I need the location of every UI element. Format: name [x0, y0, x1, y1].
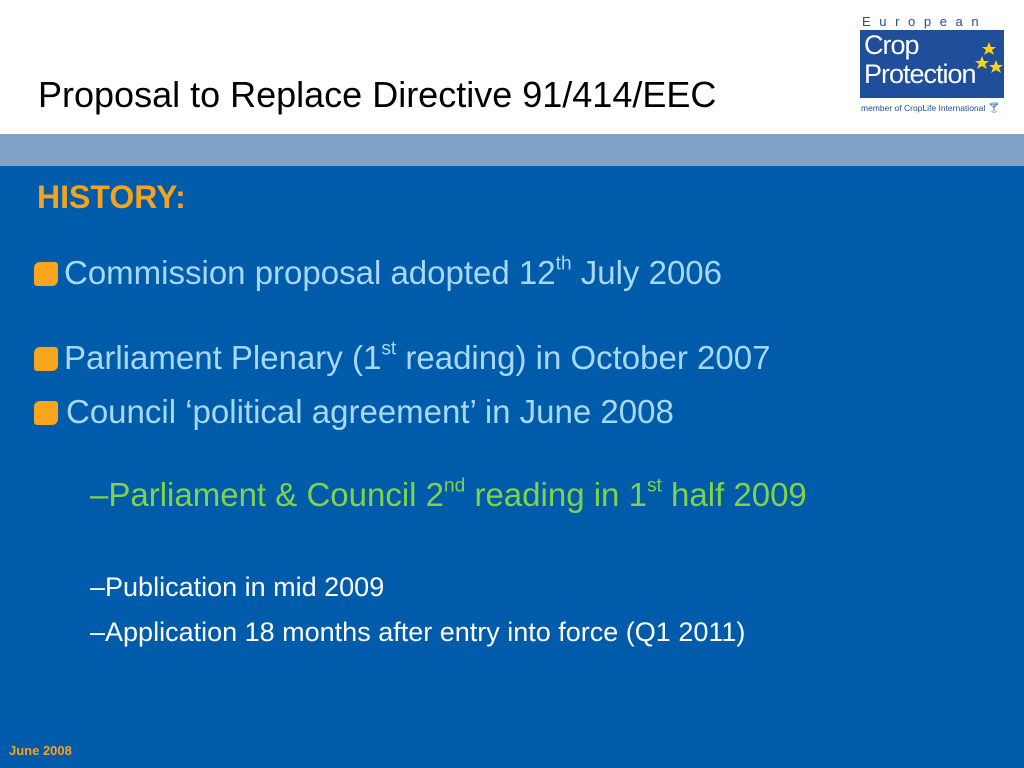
bullet-square-icon — [34, 262, 58, 286]
bullet-text-main: Commission proposal adopted 12 — [64, 254, 556, 291]
bullet-text: Council ‘political agreement’ in June 2008 — [66, 393, 674, 430]
header-band — [0, 134, 1024, 166]
sub-item-superscript: st — [646, 475, 662, 497]
sub-item — [90, 617, 745, 648]
sub-item-highlight — [90, 476, 807, 514]
dash-marker: – — [90, 617, 106, 647]
logo-member-text: member of CropLife International — [861, 103, 986, 113]
logo-european-text: European — [862, 14, 988, 29]
bullet-text-tail: July 2006 — [571, 254, 723, 291]
dash-marker: – — [90, 572, 106, 602]
bullet-text — [64, 339, 770, 377]
logo-crop-text: Crop — [864, 30, 919, 60]
eu-stars-icon — [974, 42, 1004, 76]
logo-association-text: Association — [862, 86, 993, 100]
sub-item-text: Publication in mid 2009 — [105, 572, 385, 602]
bullet-square-icon — [34, 401, 58, 425]
slide-title: Proposal to Replace Directive 91/414/EEC — [38, 74, 717, 115]
sub-item-text: Parliament & Council 2 — [108, 476, 445, 513]
sub-item-text: Application 18 months after entry into force (Q1 2011) — [105, 617, 746, 647]
croplife-goblet-icon: 🍸︎ — [987, 103, 1001, 114]
bullet-text-tail: reading) in October 2007 — [396, 339, 771, 376]
dash-marker: – — [90, 476, 109, 513]
footer-date: June 2008 — [9, 743, 72, 758]
sub-item-text: reading in 1 — [465, 476, 647, 513]
bullet-text-main: Parliament Plenary (1 — [64, 339, 382, 376]
logo-protection-text: Protection — [864, 59, 976, 89]
bullet-text — [64, 254, 722, 292]
bullet-superscript: st — [381, 338, 397, 360]
bullet-square-icon — [34, 347, 58, 371]
slide-header — [0, 0, 1024, 134]
sub-item-superscript: nd — [444, 475, 466, 497]
bullet-superscript: th — [555, 253, 572, 275]
sub-item — [90, 572, 384, 603]
section-heading: HISTORY: — [37, 179, 186, 215]
logo-member-line — [861, 103, 1000, 114]
sub-item-text: half 2009 — [661, 476, 807, 513]
ecpa-logo — [858, 14, 1010, 120]
